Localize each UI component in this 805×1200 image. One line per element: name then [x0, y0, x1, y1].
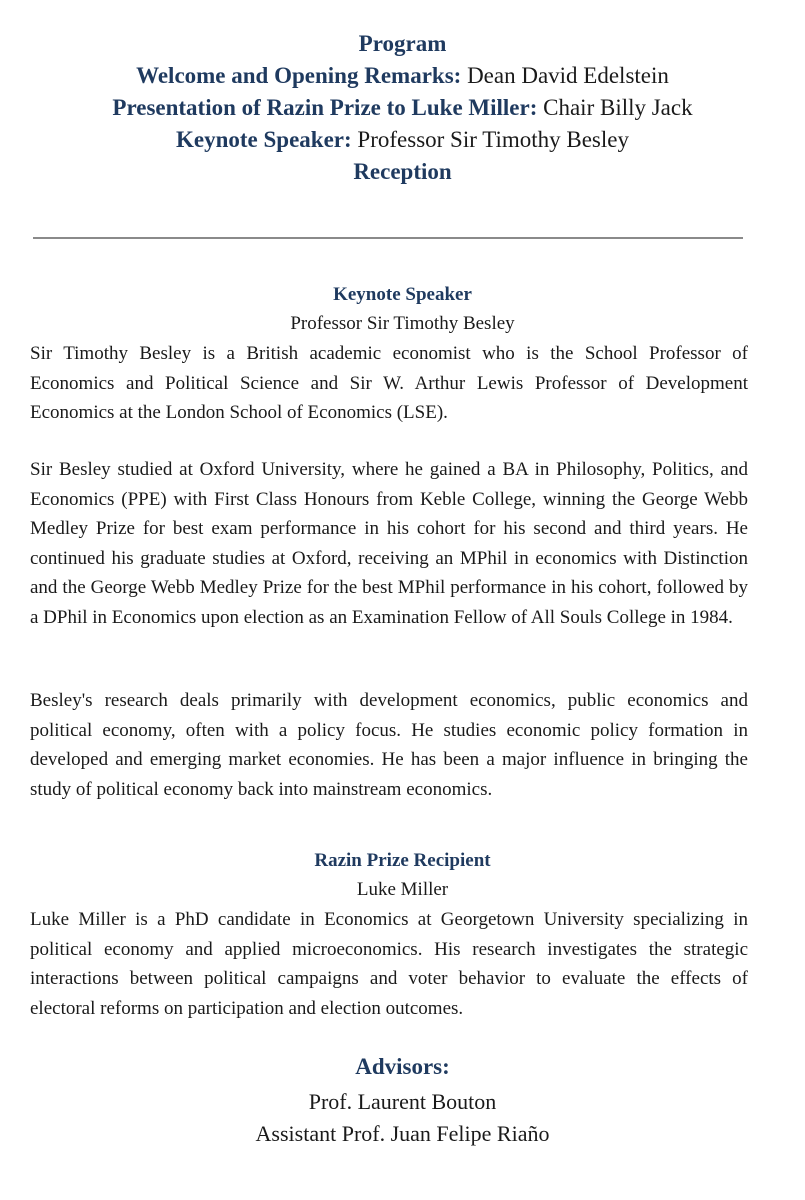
- program-item-value: Dean David Edelstein: [461, 63, 669, 88]
- program-item-welcome: [0, 60, 805, 92]
- advisor-name: Prof. Laurent Bouton: [308, 1089, 497, 1114]
- program-item-label: Presentation of Razin Prize to Luke Miller:: [112, 95, 538, 120]
- program-item-keynote: [0, 124, 805, 156]
- program-item-value: Chair Billy Jack: [537, 95, 693, 120]
- keynote-bio-paragraph-1: Sir Timothy Besley is a British academic economist who is the School Professor of Economics and Political Science and Sir W. Arthur Lewis Professor of Development Economics at the London School of Economics (LSE).: [30, 343, 748, 423]
- razin-prize-recipient-name: Luke Miller: [356, 879, 449, 900]
- advisors-heading: Advisors:: [355, 1054, 450, 1079]
- program-title: Program: [358, 31, 447, 56]
- keynote-speaker-name: Professor Sir Timothy Besley: [290, 313, 515, 334]
- program-item-razin-presentation: [0, 92, 805, 124]
- razin-prize-heading: Razin Prize Recipient: [314, 850, 491, 871]
- program-section: [0, 28, 805, 188]
- keynote-heading: Keynote Speaker: [333, 284, 472, 305]
- program-reception: Reception: [353, 159, 452, 184]
- keynote-bio-paragraph-3: Besley's research deals primarily with development economics, public economics and political economy, often with a policy focus. He studies economic policy formation in developed and emerging market economies. He has been a major influence in bringing the study of political economy back into mainstream economics.: [30, 690, 748, 800]
- razin-prize-recipient-bio: Luke Miller is a PhD candidate in Economics at Georgetown University specializing in political economy and applied microeconomics. His research investigates the strategic interactions between political campaigns and voter behavior to evaluate the effects of electoral reforms on participation and election outcomes.: [30, 909, 748, 1019]
- section-divider: [33, 237, 743, 239]
- program-item-value: Professor Sir Timothy Besley: [351, 127, 629, 152]
- keynote-bio-paragraph-2: Sir Besley studied at Oxford University, where he gained a BA in Philosophy, Politics, and Economics (PPE) with First Class Honours from Keble College, winning the George Webb Medley Prize for best exam performance in his cohort for his second and third years. He continued his graduate studies at Oxford, receiving an MPhil in economics with Distinction and the George Webb Medley Prize for the best MPhil performance in his cohort, followed by a DPhil in Economics upon election as an Examination Fellow of All Souls College in 1984.: [30, 459, 748, 628]
- program-item-label: Welcome and Opening Remarks:: [136, 63, 462, 88]
- advisor-name: Assistant Prof. Juan Felipe Riaño: [255, 1121, 550, 1146]
- program-item-label: Keynote Speaker:: [176, 127, 352, 152]
